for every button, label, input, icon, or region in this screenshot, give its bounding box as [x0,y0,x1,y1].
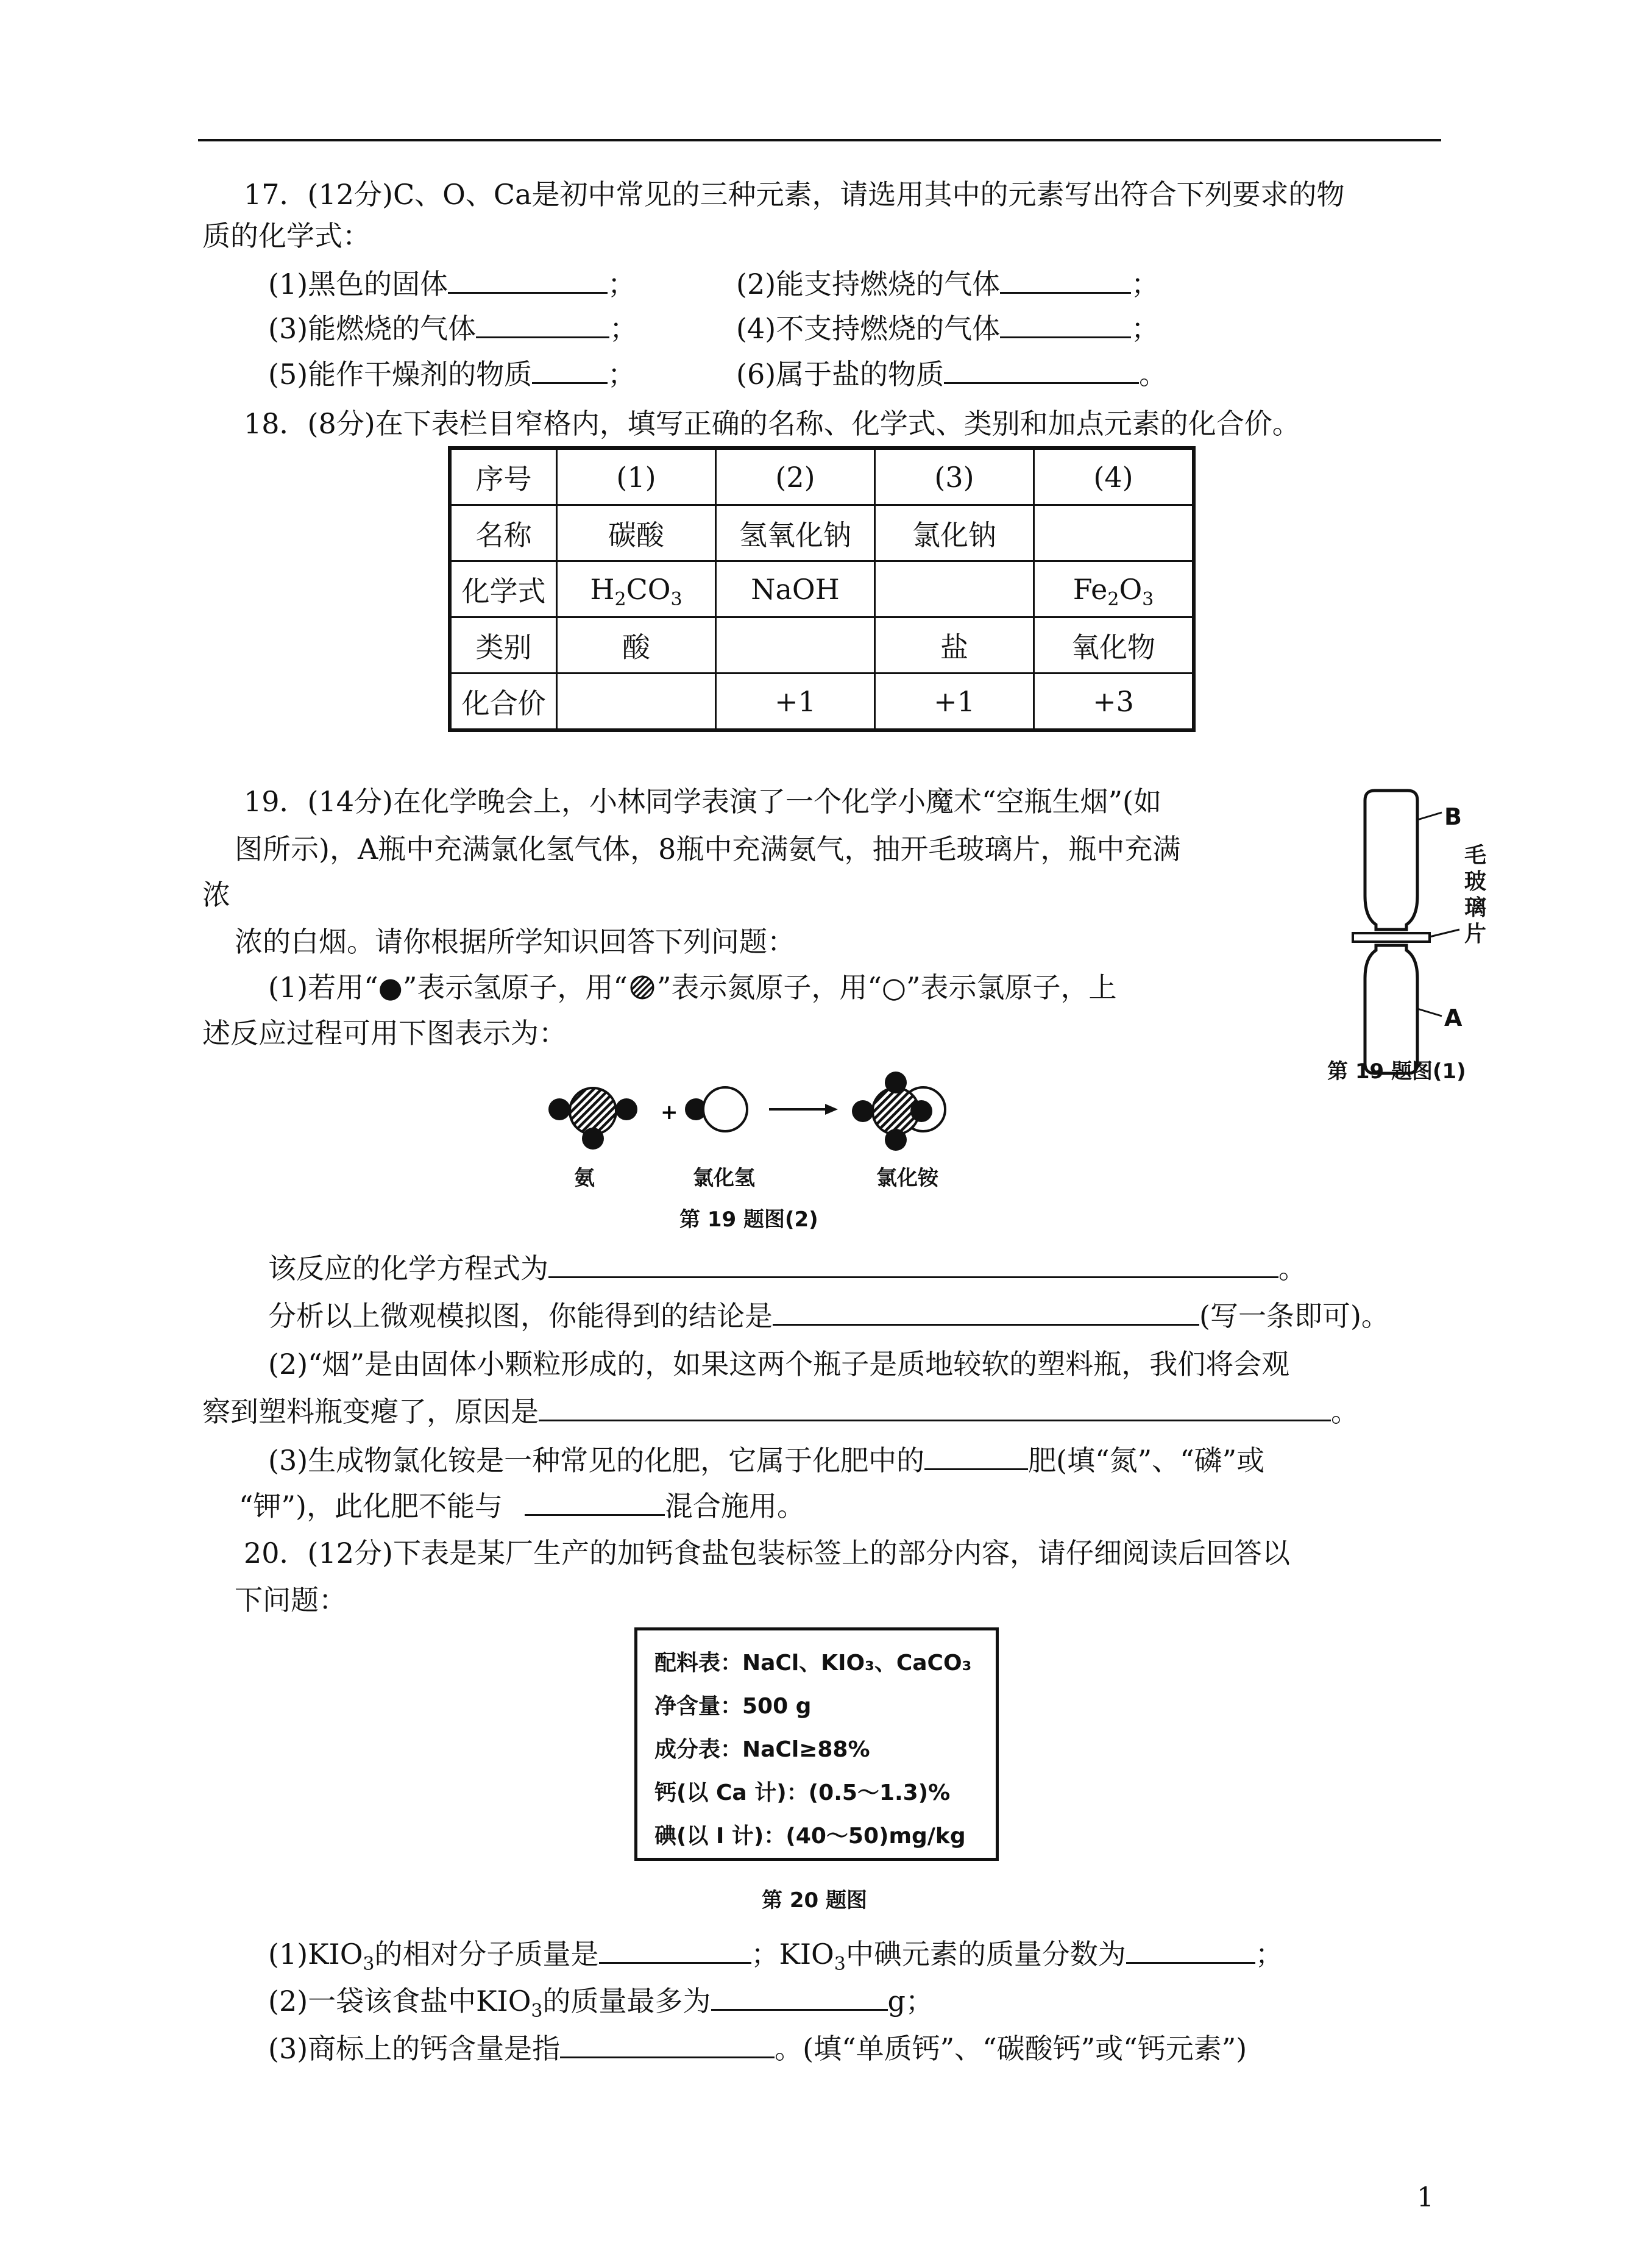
table-cell: NaOH [716,561,875,617]
bottle-label-b: B [1444,803,1462,830]
q18-stem: 18．(8分)在下表栏目窄格内，填写正确的名称、化学式、类别和加点元素的化合价。 [244,407,1300,440]
q19-line1: 19．(14分)在化学晚会上，小林同学表演了一个化学小魔术“空瓶生烟”(如 [244,785,1161,818]
page-number: 1 [1417,2182,1434,2213]
q19-part2-line2: 察到塑料瓶变瘪了，原因是 。 [202,1393,1359,1430]
answer-blank[interactable] [944,355,1139,384]
salt-package-label [634,1627,999,1861]
q17-item-4: (4)不支持燃烧的气体 ； [736,310,1159,347]
table-cell[interactable] [557,674,716,731]
hydrogen-atom [615,1098,637,1120]
table-row [450,448,1194,505]
table-cell: 名称 [450,505,557,561]
table-cell: 类别 [450,617,557,674]
q19-line6: 述反应过程可用下图表示为： [202,1017,567,1050]
answer-blank[interactable] [773,1297,1199,1326]
label-calcium: 钙(以 Ca 计)：(0.5～1.3)% [654,1780,951,1805]
table-cell[interactable] [716,617,875,674]
answer-blank[interactable] [599,1935,751,1964]
table-cell-formula-fe2o3: $Fe_2O_3$ [1034,561,1194,617]
table-cell[interactable] [875,561,1034,617]
q17-stem-line2: 质的化学式： [202,219,370,252]
table-cell: 氢氧化钠 [716,505,875,561]
q19-equation: 该反应的化学方程式为 。 [268,1250,1306,1287]
label-hcl: 氯化氢 [693,1166,755,1190]
table-cell: 化学式 [450,561,557,617]
answer-blank[interactable] [1000,265,1131,294]
answer-blank[interactable] [476,310,609,338]
hydrogen-atom [885,1072,907,1093]
label-nh4cl: 氯化铵 [876,1166,938,1190]
q19-part2-line1: (2)“烟”是由固体小颗粒形成的，如果这两个瓶子是质地较软的塑料瓶，我们将会观 [268,1348,1290,1381]
answer-blank[interactable] [1126,1935,1255,1964]
bottle-label-a: A [1444,1004,1462,1031]
table-cell: (1) [557,448,716,505]
q19-conclusion: 分析以上微观模拟图，你能得到的结论是 (写一条即可)。 [268,1297,1389,1334]
q19-line5: (1)若用“●”表示氢原子，用“ ”表示氮原子，用“○”表示氯原子，上 [268,971,1117,1004]
q17-item-3: (3)能燃烧的气体 ； [268,310,637,347]
q17-item-1: (1)黑色的固体 ； [268,265,636,302]
hydrogen-atom [548,1098,570,1120]
q20-line1: 20．(12分)下表是某厂生产的加钙食盐包装标签上的部分内容，请仔细阅读后回答以 [244,1537,1290,1569]
table-cell: 化合价 [450,674,557,731]
answer-blank[interactable] [924,1441,1028,1470]
answer-blank[interactable] [532,355,608,384]
table-row [450,617,1194,674]
q20-line2: 下问题： [235,1584,347,1616]
table-row [450,561,1194,617]
q19-part3-line2: “钾”)，此化肥不能与 混合施用。 [239,1487,805,1524]
chlorine-atom [703,1087,747,1131]
q17-item-6: (6)属于盐的物质 。 [736,355,1167,393]
table-cell: 酸 [557,617,716,674]
q19-line4: 浓的白烟。请你根据所学知识回答下列问题： [235,925,795,958]
table-cell: +1 [875,674,1034,731]
answer-blank[interactable] [1000,310,1131,338]
label-composition: 成分表：NaCl≥88% [654,1737,870,1762]
q17-item-2: (2)能支持燃烧的气体 ； [736,265,1159,302]
table-cell[interactable] [1034,505,1194,561]
figure-20-caption: 第 20 题图 [762,1888,867,1913]
table-cell-formula-h2co3: $H_2CO_3$ [557,561,716,617]
label-net-weight: 净含量：500 g [654,1694,812,1719]
reaction-model-figure [530,1065,981,1157]
q20-sub3: (3)商标上的钙含量是指 。(填“单质钙”、“碳酸钙”或“钙元素”) [268,2030,1247,2067]
table-cell: 氯化钠 [875,505,1034,561]
plus-sign: + [661,1100,678,1125]
hydrogen-atom [910,1100,932,1122]
glass-plate-label: 毛 玻 璃 片 [1464,843,1487,947]
table-cell: +3 [1034,674,1194,731]
answer-blank[interactable] [711,1982,888,2011]
table-cell: 氧化物 [1034,617,1194,674]
table-cell: 序号 [450,448,557,505]
q20-sub1: $(1)KIO_3$的相对分子质量是 ；$KIO_3$中碘元素的质量分数为 ； [268,1935,1283,1972]
q20-sub2: (2)一袋该食盐中$KIO_3$的质量最多为 g； [268,1982,934,2019]
q18-table [448,446,1196,732]
label-ingredients: 配料表：NaCl、KIO₃、CaCO₃ [654,1651,972,1676]
answer-blank[interactable] [548,1250,1278,1278]
table-row [450,674,1194,731]
hydrogen-atom [885,1129,907,1151]
answer-blank[interactable] [448,265,608,294]
q17-item-5: (5)能作干燥剂的物质 ； [268,355,636,393]
bottles-figure [1322,777,1523,1100]
table-cell: 碳酸 [557,505,716,561]
q19-part3-line1: (3)生成物氯化铵是一种常见的化肥，它属于化肥中的 肥(填“氮”、“磷”或 [268,1441,1264,1479]
figure-19-1-caption: 第 19 题图(1) [1327,1059,1466,1084]
table-cell: (4) [1034,448,1194,505]
nitrogen-atom [570,1088,616,1134]
header-rule [198,139,1441,141]
table-cell: +1 [716,674,875,731]
table-cell: (2) [716,448,875,505]
hydrogen-atom [582,1128,604,1150]
q17-stem-line1: 17．(12分)C、O、Ca是初中常见的三种元素，请选用其中的元素写出符合下列要求的物 [244,178,1345,211]
hatched-circle-icon [628,974,657,1001]
q19-line3: 浓 [202,878,230,911]
label-ammonia: 氨 [574,1166,595,1190]
hydrogen-atom [852,1100,874,1122]
q19-line2: 图所示)，A瓶中充满氯化氢气体，8瓶中充满氨气，抽开毛玻璃片，瓶中充满 [235,833,1181,866]
arrow-icon [825,1104,838,1115]
figure-19-2-caption: 第 19 题图(2) [679,1207,818,1232]
table-cell: 盐 [875,617,1034,674]
table-cell: (3) [875,448,1034,505]
label-iodine: 碘(以 I 计)：(40～50)mg/kg [654,1824,966,1849]
answer-blank[interactable] [560,2030,775,2058]
table-row [450,505,1194,561]
answer-blank[interactable] [539,1393,1331,1421]
answer-blank[interactable] [525,1487,665,1516]
